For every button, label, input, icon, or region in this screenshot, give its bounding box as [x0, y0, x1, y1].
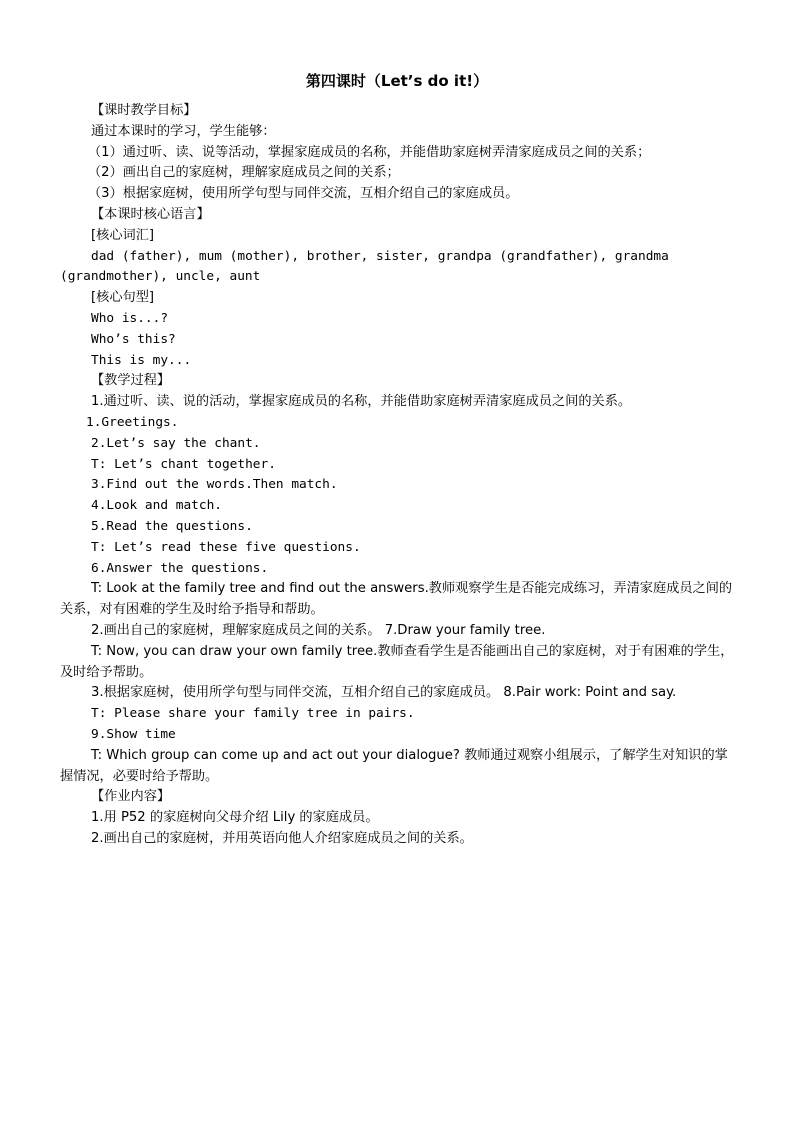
lesson-title: 第四课时（Let’s do it!）: [305, 72, 489, 90]
core-vocabulary-list: dad (father), mum (mother), brother, sister, grandpa (grandfather), grandma (grandmother), uncle, aunt: [60, 248, 669, 285]
process-goal-2: 2.画出自己的家庭树，理解家庭成员之间的关系。 7.Draw your family tree.: [91, 622, 546, 638]
section-heading-objectives: 【课时教学目标】: [91, 103, 197, 118]
section-heading-core-language: 【本课时核心语言】: [91, 206, 210, 222]
process-teacher-read: T: Let’s read these five questions.: [91, 539, 361, 555]
process-step-find-words: 3.Find out the words.Then match.: [91, 477, 338, 493]
process-step-answer-questions: 6.Answer the questions.: [91, 560, 269, 576]
process-teacher-chant: T: Let’s chant together.: [91, 456, 276, 472]
objective-3: （3）根据家庭树，使用所学句型与同伴交流，互相介绍自己的家庭成员。: [88, 186, 519, 202]
homework-1: 1.用 P52 的家庭树向父母介绍 Lily 的家庭成员。: [91, 810, 379, 826]
objective-1: （1）通过听、读、说等活动，掌握家庭成员的名称，并能借助家庭树弄清家庭成员之间的关系；: [88, 144, 651, 160]
objective-2: （2）画出自己的家庭树，理解家庭成员之间的关系；: [88, 165, 400, 181]
process-teacher-family-tree: T: Look at the family tree and find out the answers.教师观察学生是否能完成练习，弄清家庭成员之间的关系，对有困难的学生及时给予指导和帮助。: [60, 581, 733, 618]
core-sentence-1: Who is...?: [91, 310, 169, 326]
homework-2: 2.画出自己的家庭树，并用英语向他人介绍家庭成员之间的关系。: [91, 830, 473, 846]
subheading-core-sentences: [核心句型]: [91, 290, 155, 306]
process-step-show-time: 9.Show time: [91, 726, 176, 742]
section-heading-teaching-process: 【教学过程】: [91, 373, 171, 389]
core-sentence-2: Who’s this?: [91, 331, 176, 347]
process-step-greetings: 1.Greetings.: [86, 414, 179, 430]
process-step-look-match: 4.Look and match.: [91, 498, 222, 514]
core-sentence-3: This is my...: [91, 352, 192, 368]
process-step-read-questions: 5.Read the questions.: [91, 518, 253, 534]
process-teacher-share: T: Please share your family tree in pairs.: [91, 706, 415, 722]
section-heading-homework: 【作业内容】: [91, 789, 171, 805]
process-step-chant: 2.Let’s say the chant.: [91, 435, 261, 451]
process-goal-1: 1.通过听、读、说的活动，掌握家庭成员的名称，并能借助家庭树弄清家庭成员之间的关系。: [91, 394, 632, 410]
lesson-body: [60, 101, 736, 850]
subheading-core-vocabulary: [核心词汇]: [91, 227, 155, 243]
process-teacher-dialogue: T: Which group can come up and act out your dialogue? 教师通过观察小组展示，了解学生对知识的掌握情况，必要时给予帮助。: [60, 747, 728, 784]
process-teacher-draw: T: Now, you can draw your own family tree.教师查看学生是否能画出自己的家庭树，对于有困难的学生，及时给予帮助。: [60, 643, 734, 680]
process-goal-3: 3.根据家庭树，使用所学句型与同伴交流，互相介绍自己的家庭成员。 8.Pair work: Point and say.: [91, 685, 677, 701]
objectives-intro: 通过本课时的学习，学生能够：: [91, 123, 276, 139]
